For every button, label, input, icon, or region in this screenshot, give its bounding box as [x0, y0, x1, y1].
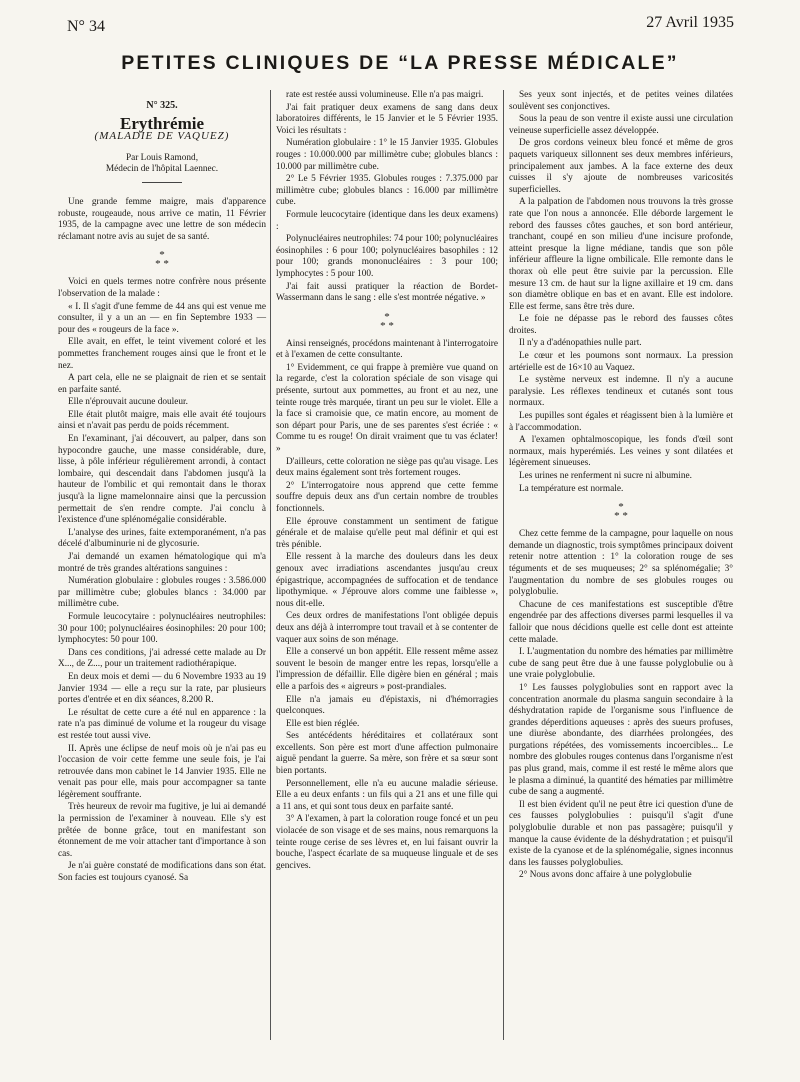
paragraph: Personnellement, elle n'a eu aucune maladie sérieuse. Elle a eu deux enfants : un fils qui a 21 ans et une fille qui a 11 ans, et qui sont tous deux en parfaite santé. [276, 778, 498, 812]
column-3 [509, 90, 733, 883]
paragraph: Chez cette femme de la campagne, pour laquelle on nous demande un diagnostic, trois symptômes principaux doivent retenir notre attention : 1° la coloration rouge de ses téguments et de ses muqueuses; 2° sa splénomégalie; 3° l'augmentation du nombre de ses globules rouges ou polyglobulie. [509, 529, 733, 598]
paragraph: En deux mois et demi — du 6 Novembre 1933 au 19 Janvier 1934 — elle a reçu sur la rate, par plusieurs portes d'entrée et en dix séances, 8.200 R. [58, 671, 266, 706]
paragraph: D'ailleurs, cette coloration ne siège pas qu'au visage. Les deux mains également sont très fortement rouges. [276, 456, 498, 479]
article-title: Erythrémie [119, 113, 205, 133]
paragraph: Les urines ne renferment ni sucre ni albumine. [519, 471, 692, 481]
paragraph: Ses antécédents héréditaires et collatéraux sont excellents. Son père est mort d'une affection pulmonaire aiguë pendant la guerre. Sa mère, son frère et sa sœur sont bien portants. [276, 731, 498, 777]
paragraph: Elle avait, en effet, le teint vivement coloré et les pommettes franchement rouges ainsi que le front et le nez. [58, 337, 266, 371]
paragraph: A part cela, elle ne se plaignait de rien et se sentait en parfaite santé. [58, 373, 266, 395]
paragraph: La température est normale. [519, 483, 624, 494]
paragraph: A la palpation de l'abdomen nous trouvons la très grosse rate que l'on nous a annoncée. Elle déborde largement le rebord des fausses côtes gauches, et son bord antérieur, tranchant, coupé en son milieu d'une incisure profonde, atteint presque la ligne médiane, tandis que son pôle inférieur affleure la ligne ombilicale. Elle remonte dans le thorax où elle peut être suivie par la percussion. Elle mesure 13 cm. de haut sur la ligne axillaire et 19 cm. dans son diamètre oblique en bas et en avant. Elle est indolore. Elle est ferme, sans être très dure. [509, 197, 733, 312]
paragraph: II. Après une éclipse de neuf mois où je n'ai pas eu l'occasion de voir cette femme une seule fois, je l'ai retrouvée dans mon cabinet le 14 Janvier 1935. Elle ne venait pas pour elle, mais pour accompagner sa tante légèrement souffrante. [58, 743, 266, 800]
paragraph: Le résultat de cette cure a été nul en apparence : la rate n'a pas diminué de volume et la rougeur du visage est restée tout aussi vive. [58, 707, 266, 741]
column-divider [270, 90, 271, 1040]
paragraph: « I. Il s'agit d'une femme de 44 ans qui est venue me consulter, il y a un an — en fin Septembre 1933 — pour des « rougeurs de la face ». [58, 301, 266, 335]
issue-date: 27 Avril 1935 [646, 14, 734, 31]
section-stars [509, 503, 733, 521]
paragraph: Elle était plutôt maigre, mais elle avait été toujours ainsi et n'avait pas perdu de poids récemment. [58, 409, 266, 432]
issue-number: N° 34 [67, 18, 105, 35]
paragraph: Formule leucocytaire : polynucléaires neutrophiles: 30 pour 100; polynucléaires éosinophiles: 20 pour 100; lymphocytes: 50 pour 100. [58, 611, 266, 646]
column-2 [276, 90, 498, 873]
paragraph: Polynucléaires neutrophiles: 74 pour 100; polynucléaires éosinophiles : 6 pour 100; polynucléaires basophiles : 12 pour 100; grands mononucléaires : 3 pour 100; lymphocytes : 5 pour 100. [276, 234, 498, 279]
star-mark: * * [614, 510, 628, 523]
paragraph: En l'examinant, j'ai découvert, au palper, dans son hypocondre gauche, une masse considérable, dure, lisse, à pôle inférieur régulièrement arrondi, à contact lombaire, qui descendait dans l'abdomen jusqu'à la hauteur de l'ombilic et qui remontait dans le thorax jusqu'à la ligne mamelonnaire ainsi que la percussion permettait de s'en rendre compte. J'ai conclu à l'existence d'une splénomégalie considérable. [58, 434, 266, 526]
paragraph: Elle a conservé un bon appétit. Elle ressent même assez souvent le besoin de manger entre les repas, lorsqu'elle a l'impression de défaillir. Elle digère bien en général ; mais elle a parfois des « aigreurs » post-prandiales. [276, 647, 498, 692]
paragraph: Dans ces conditions, j'ai adressé cette malade au Dr X..., de Z..., pour un traitement radiothérapique. [58, 647, 266, 670]
column-divider [503, 90, 504, 1040]
paragraph: 3° A l'examen, à part la coloration rouge foncé et un peu violacée de son visage et de ses mains, nous remarquons la teinte rouge cerise de ses lèvres et, en lui faisant ouvrir la bouche, l'aspect écarlate de sa muqueuse linguale et de ses gencives. [276, 814, 498, 871]
col3-body-b [509, 529, 733, 882]
paragraph: Le foie ne dépasse pas le rebord des fausses côtes droites. [509, 314, 733, 336]
section-stars [276, 310, 498, 332]
paragraph: J'ai demandé un examen hématologique qui m'a montré de très grandes altérations sanguines : [58, 552, 266, 574]
paragraph: J'ai fait aussi pratiquer la réaction de Bordet-Wassermann dans le sang : elle s'est montrée négative. » [276, 281, 498, 304]
paragraph: Formule leucocytaire (identique dans les deux examens) : [276, 209, 498, 232]
paragraph: Les pupilles sont égales et réagissent bien à la lumière et à l'accommodation. [509, 411, 733, 433]
paragraph: 2° Nous avons donc affaire à une polyglobulie [519, 870, 692, 881]
paragraph: J'ai fait pratiquer deux examens de sang dans deux laboratoires différents, le 15 Janvier et le 5 Février 1935. Voici les résultats : [276, 102, 498, 136]
paragraph: Voici en quels termes notre confrère nous présente l'observation de la malade : [58, 277, 266, 299]
paragraph: Ainsi renseignés, procédons maintenant à l'interrogatoire et à l'examen de cette consultante. [276, 338, 498, 361]
author-name: Par Louis Ramond, [125, 152, 199, 163]
column-1 [58, 90, 266, 886]
paragraph: A l'examen ophtalmoscopique, les fonds d'œil sont normaux, mais hyperémiés. Les veines y sont dilatées et légèrement sinueuses. [509, 435, 733, 469]
title-separator [142, 182, 182, 183]
paragraph: Numération globulaire : globules rouges : 3.586.000 par millimètre cube; globules blancs : 34.000 par millimètre cube. [58, 576, 266, 610]
author-affiliation: Médecin de l'hôpital Laennec. [105, 164, 219, 175]
paragraph: Une grande femme maigre, mais d'apparence robuste, rougeaude, nous arrive ce matin, 11 Février 1935, de la campagne avec une lettre de son médecin réclamant notre avis au sujet de sa santé. [58, 196, 266, 242]
star-mark: * * [380, 319, 394, 332]
section-stars [58, 251, 266, 269]
star-mark: * * [155, 258, 169, 271]
star-mark: * [618, 501, 624, 514]
paragraph: Numération globulaire : 1° le 15 Janvier 1935. Globules rouges : 10.000.000 par millimètre cube; globules blancs : 10.000 par millimètre cube. [276, 138, 498, 172]
paragraph: Chacune de ces manifestations est susceptible d'être engendrée par des affections diverses parmi lesquelles il va falloir que nous décidions quelle est celle dont est atteinte cette malade. [509, 599, 733, 645]
paragraph: Il est bien évident qu'il ne peut être ici question d'une de ces fausses polyglobulies : puisqu'il s'agit d'une polyglobulie durable et non pas passagère; puisqu'il y manque la cause évidente de la déshydratation ; et puisqu'il existe de la cyanose et de la splénomégalie, signes inconnus dans les fausses polyglobulies. [509, 799, 733, 868]
paragraph: Ses yeux sont injectés, et de petites veines dilatées soulèvent ses conjonctives. [509, 90, 733, 112]
col1-body [58, 277, 266, 884]
paragraph: Très heureux de revoir ma fugitive, je lui ai demandé la permission de l'examiner à nouveau. Elle s'y est prêtée de bonne grâce, tout en manifestant son étonnement de me voir attacher tant d'importance à son cas. [58, 802, 266, 859]
paragraph: Elle ressent à la marche des douleurs dans les deux genoux avec irradiations ascendantes jusqu'au creux épigastrique, accompagnées de suffocation et de tendance lipothymique. « J'éprouve alors comme une faiblesse », nous dit-elle. [276, 552, 498, 609]
paragraph: I. L'augmentation du nombre des hématies par millimètre cube de sang peut être due à une fausse polyglobulie ou à une vraie polyglobulie. [509, 647, 733, 681]
paragraph: Le cœur et les poumons sont normaux. La pression artérielle est de 16×10 au Vaquez. [509, 351, 733, 373]
paragraph: Elle n'a jamais eu d'épistaxis, ni d'hémorragies quelconques. [276, 694, 498, 717]
paragraph: Il n'y a d'adénopathies nulle part. [519, 338, 642, 349]
paragraph: Le système nerveux est indemne. Il n'y a aucune paralysie. Les réflexes tendineux et cutanés sont tous normaux. [509, 375, 733, 409]
paragraph: Je n'ai guère constaté de modifications dans son état. Son facies est toujours cyanosé. Sa [58, 861, 266, 884]
article-subtitle: (MALADIE DE VAQUEZ) [94, 130, 230, 143]
paragraph: rate est restée aussi volumineuse. Elle n'a pas maigri. [286, 90, 484, 100]
paragraph: 2° L'interrogatoire nous apprend que cette femme souffre depuis deux ans d'un certain nombre de troubles fonctionnels. [276, 480, 498, 514]
paragraph: Elle est bien réglée. [286, 718, 360, 729]
paragraph: Sous la peau de son ventre il existe aussi une circulation veineuse superficielle assez développée. [509, 114, 733, 136]
col3-body-a [509, 90, 733, 495]
star-mark: * [384, 310, 390, 323]
paragraph: Ces deux ordres de manifestations l'ont obligée depuis deux ans déjà à interrompre tout travail et à se contenter de vaquer aux soins de son ménage. [276, 611, 498, 645]
paragraph: 1° Evidemment, ce qui frappe à première vue quand on la regarde, c'est la coloration spéciale de son visage qui présente, surtout aux pommettes, au front et au nez, une teinte rouge très marquée, tirant un peu sur le violet. Elle a la face si cramoisie que, ce matin encore, au moment de son départ pour Paris, une de ses parentes s'est écriée : « Comme tu es rouge! On dirait vraiment que tu vas éclater! » [276, 362, 498, 455]
paragraph: 2° Le 5 Février 1935. Globules rouges : 7.375.000 par millimètre cube; globules blancs : 16.000 par millimètre cube. [276, 174, 498, 208]
article-number: N° 325. [146, 100, 178, 111]
paragraph: 1° Les fausses polyglobulies sont en rapport avec la concentration anormale du plasma sanguin secondaire à la déshydratation rapide de l'organisme sous l'influence de grandes déperditions aqueuses : après des sueurs profuses, une diurèse abondante, des diarrhées prolongées, des purgations répétées, des vomissements incoercibles... Le nombre des globules rouges contenus dans l'organisme n'est pas plus grand, mais, comme il est resté le même alors que le plasma a diminué, la quantité des hématies par millimètre cube de sang a augmenté. [509, 682, 733, 798]
col2-body-a [276, 90, 498, 305]
paragraph: Elle n'éprouvait aucune douleur. [68, 397, 188, 408]
paragraph: Elle éprouve constamment un sentiment de fatigue générale et de malaise qu'elle peut mal définir et qui est très pénible. [276, 516, 498, 550]
paragraph: De gros cordons veineux bleu foncé et même de gros paquets variqueux sillonnent ses deux membres inférieurs, principalement aux jambes. A la face externe des deux cuisses il s'y ajoute de nombreuses varicosités superficielles. [509, 138, 733, 195]
star-mark: * [159, 249, 165, 262]
col2-body-b [276, 339, 498, 873]
masthead: PETITES CLINIQUES DE “LA PRESSE MÉDICALE” [121, 52, 679, 74]
paragraph: L'analyse des urines, faite extemporanément, n'a pas décelé d'albuminurie ni de glycosurie. [58, 527, 266, 550]
